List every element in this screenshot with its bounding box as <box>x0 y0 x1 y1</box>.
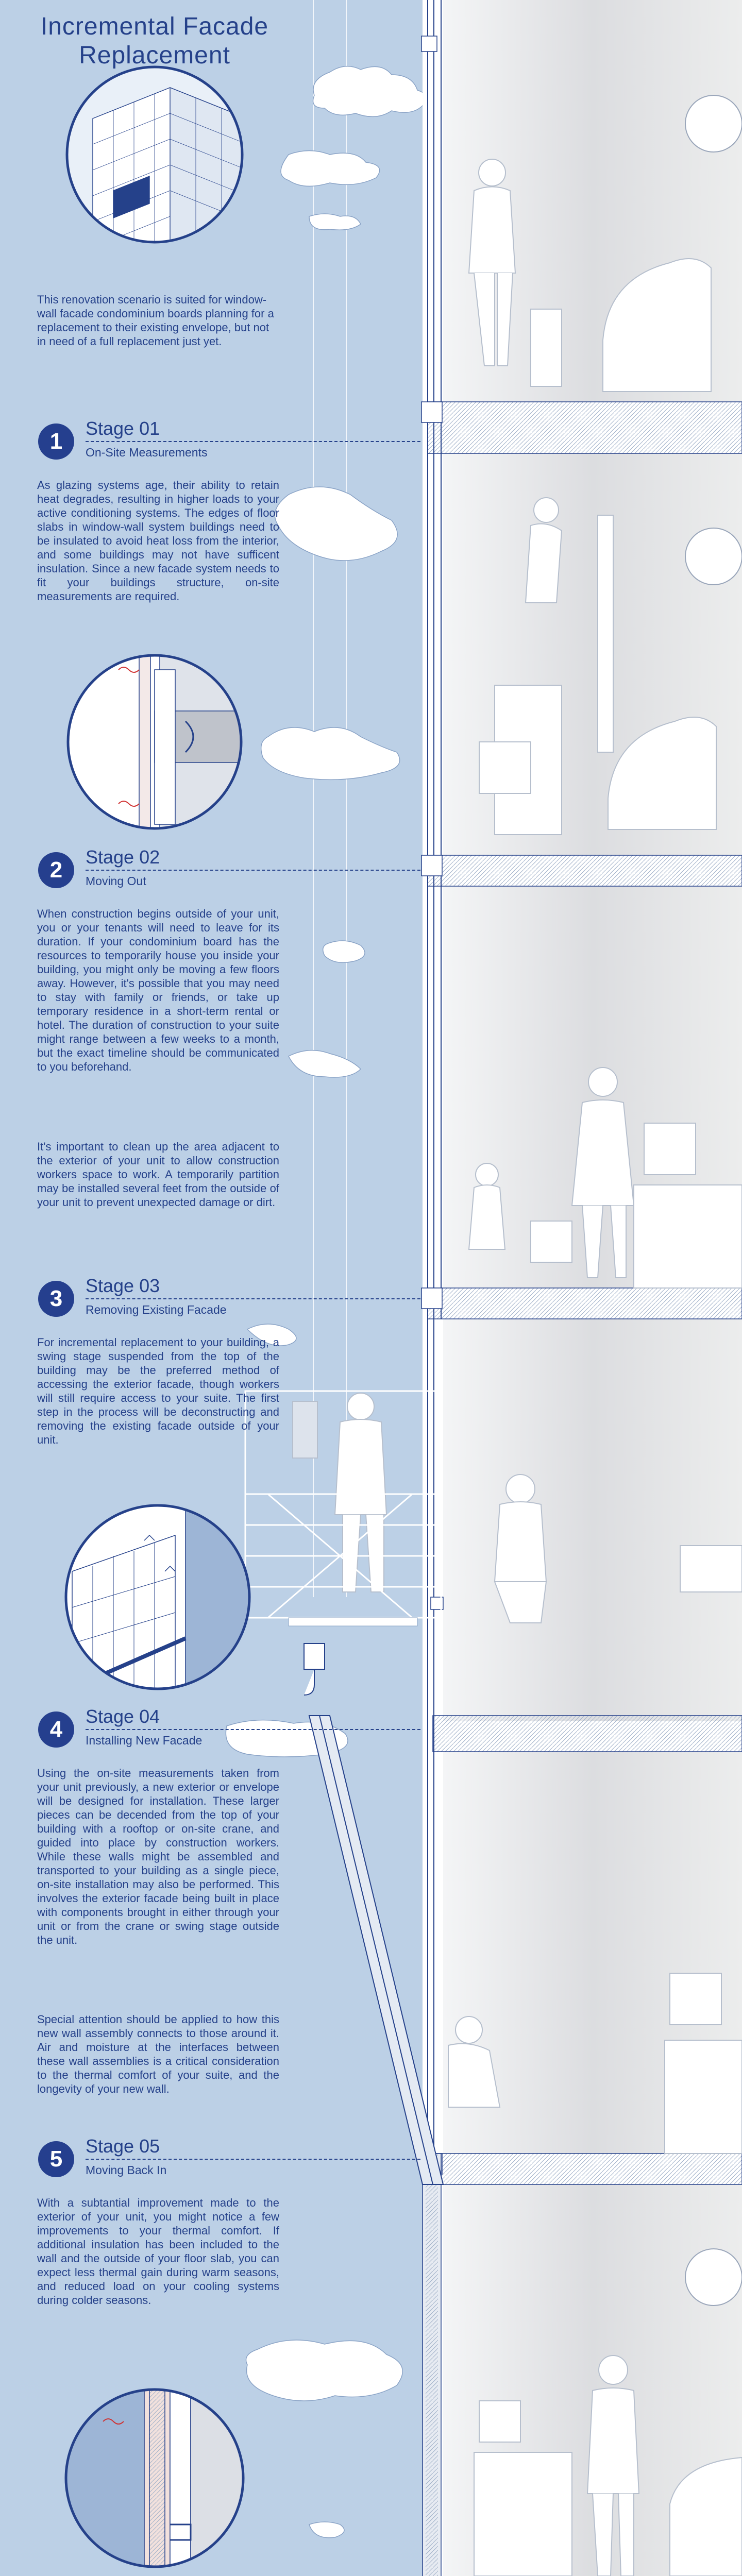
divider <box>86 870 420 871</box>
divider <box>86 441 420 442</box>
slab-edge-detail-icon <box>67 654 258 829</box>
stage-body: With a subtantial improvement made to the exterior of your unit, you might notice a few improvements to your thermal comfort. If additional insulation has been included to the wall and the outside of your floor slab, you can expect less thermal gain during warm seasons, and reduced load on your cooling systems during colder seasons. <box>37 2196 279 2307</box>
stage-title: Stage 01 <box>86 418 160 439</box>
divider <box>86 1729 420 1730</box>
page-title-line2: Replacement <box>79 42 230 69</box>
stage-body: Using the on-site measurements taken from your unit previously, a new exterior or envelope will be designed for installation. These larger pieces can be decended from the top of your building with a rooftop or on-site crane, and guided into place by construction workers. While these walls might be assembled and transported to your building as a single piece, on-site installation may also be performed. This involves the exterior facade being built in place with components brought in either through your unit or from the crane or swing stage outside the unit. <box>37 1767 279 1946</box>
stage-body: It's important to clean up the area adjacent to the exterior of your unit to allow construction workers space to work. A temporarily partition may be installed several feet from the outside of your unit to prevent unexpected damage or dirt. <box>37 1140 279 1209</box>
building-detail-icon <box>67 67 247 299</box>
stage-body: For incremental replacement to your building, a swing stage suspended from the top of the building may be the preferred method of accessing the exterior facade, though workers will still require access to your suite. The first step in the process will be deconstructing and removing the existing facade outside of your unit. <box>37 1336 279 1446</box>
stage-body: When construction begins outside of your unit, you or your tenants will need to leave for its duration. If your condominium board has the resources to temporarily house you inside your building, you might only be moving a few floors away. However, it's possible that you may need to stay with family or friends, or take up temporary residence in a short-term rental or hotel. The duration of construction to your suite might range between a few weeks to a month, but the exact timeline should be communicated to you beforehand. <box>37 907 279 1073</box>
divider <box>86 2159 420 2160</box>
new-facade-detail-icon <box>62 2385 252 2571</box>
stage-badge: 2 <box>38 852 74 888</box>
stage-title: Stage 04 <box>86 1706 160 1727</box>
stage-title: Stage 02 <box>86 846 160 868</box>
divider <box>86 1298 420 1299</box>
page-title-line1: Incremental Facade <box>40 13 269 40</box>
stage-title: Stage 05 <box>86 2136 160 2157</box>
facade-removal-detail-icon <box>66 1504 268 1690</box>
stage-badge: 3 <box>38 1281 74 1317</box>
stage-subtitle: Moving Back In <box>86 2163 167 2177</box>
stage-subtitle: On-Site Measurements <box>86 446 208 459</box>
stage-subtitle: Installing New Facade <box>86 1734 203 1747</box>
intro-text: This renovation scenario is suited for window-wall facade condominium boards planning for a replacement to their existing envelope, but not in need of a full replacement just yet. <box>37 293 274 348</box>
page-title <box>21 12 289 70</box>
stage-badge: 1 <box>38 423 74 460</box>
stage-body: Special attention should be applied to how this new wall assembly connects to those around it. Air and moisture at the interfaces between these wall assemblies is a critical consideration to the thermal comfort of your suite, and the longevity of your new wall. <box>37 2013 279 2095</box>
stage-subtitle: Moving Out <box>86 874 146 888</box>
stage-subtitle: Removing Existing Facade <box>86 1303 227 1316</box>
cloud-icon <box>226 66 427 2538</box>
stage-badge: 4 <box>38 1711 74 1748</box>
stage-body: As glazing systems age, their ability to retain heat degrades, resulting in higher loads to your active conditioning systems. The edges of floor slabs in window-wall system buildings need to be insulated to avoid heat loss from the interior, and some buildings may not have sufficent insulation. Since a new facade system needs to fit your buildings structure, on-site measurements are required. <box>37 479 279 603</box>
stage-title: Stage 03 <box>86 1275 160 1296</box>
stage-badge: 5 <box>38 2141 74 2177</box>
